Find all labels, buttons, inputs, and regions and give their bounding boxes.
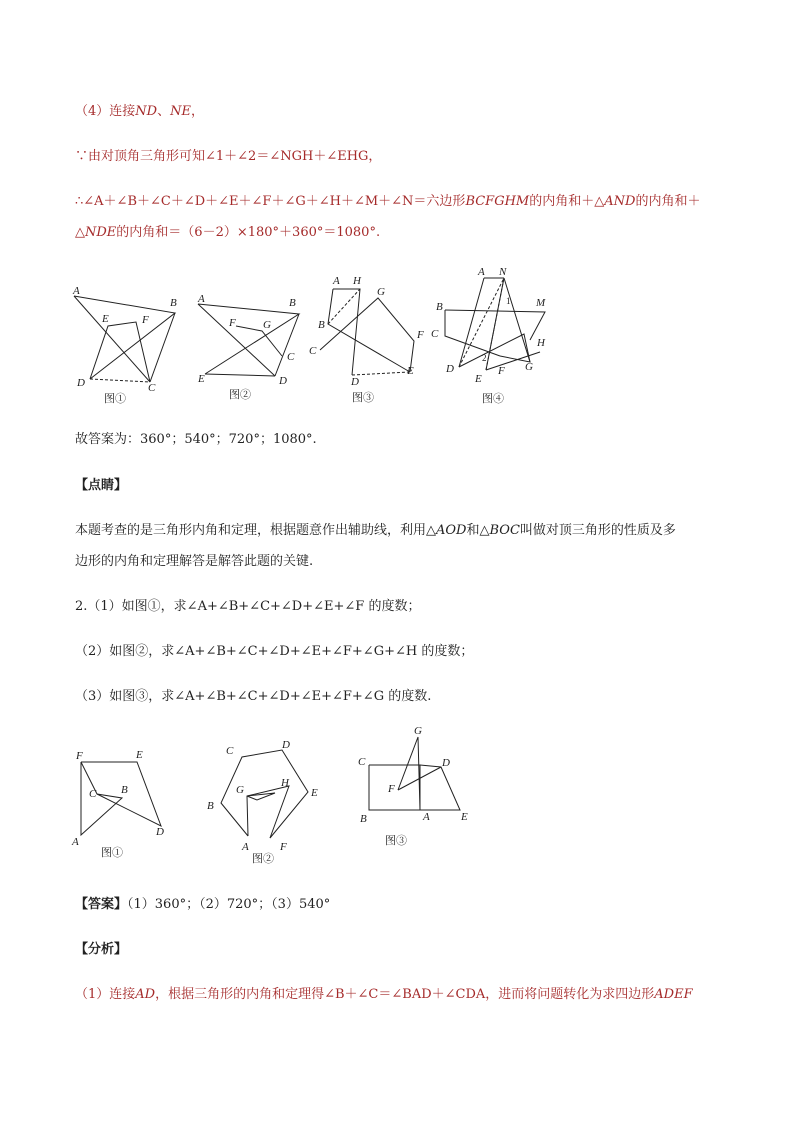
triangle-aod: △AOD (426, 523, 467, 538)
analysis-text: （1）连接 (75, 987, 136, 1002)
q2-figure-3 (358, 725, 468, 847)
answer-text: （1）360°；（2）720°；（3）540° (127, 897, 331, 912)
label-a: A (478, 266, 485, 278)
caption-fig2: 图② (229, 389, 251, 401)
label-f: F (229, 317, 236, 329)
caption-fig1: 图① (104, 393, 126, 405)
answer-tag: 【答案】 (75, 897, 128, 912)
label-b: B (289, 297, 296, 309)
label-angle-1: 1 (506, 296, 511, 306)
question-2-part-2: （2）如图②，求∠A+∠B+∠C+∠D+∠E+∠F+∠G+∠H 的度数； (75, 644, 474, 659)
label-c: C (358, 756, 366, 768)
label-a: A (73, 285, 80, 297)
caption-q2-fig1: 图① (101, 847, 123, 859)
step4-prefix: （4）连接 (75, 104, 136, 119)
comment-line-2: 边形的内角和定理解答是解答此题的关键. (75, 554, 314, 569)
label-c: C (89, 788, 97, 800)
answer-summary: 故答案为：360°；540°；720°；1080°. (75, 432, 317, 447)
segment-ne: NE (170, 104, 191, 119)
figure-2-star-pentagon (197, 293, 299, 401)
figure-1-star-quadrilateral (72, 285, 177, 405)
label-c: C (148, 382, 156, 394)
caption-q2-fig2: 图② (252, 853, 274, 865)
result-text: 的内角和＝（6－2）×180°＋360°＝1080°. (116, 225, 381, 240)
label-h: H (281, 777, 289, 789)
comment-text: 本题考查的是三角形内角和定理，根据题意作出辅助线，利用 (75, 523, 427, 538)
label-d: D (351, 376, 359, 388)
step4-sep: 、 (157, 104, 171, 119)
label-a: A (72, 836, 79, 848)
label-f: F (498, 365, 505, 377)
label-e: E (461, 811, 468, 823)
result-line (75, 224, 380, 242)
label-d: D (282, 739, 290, 751)
label-e: E (198, 373, 205, 385)
label-g: G (525, 361, 533, 373)
analysis-line (75, 986, 693, 1004)
segment-nd: ND (135, 104, 158, 119)
label-b: B (121, 784, 128, 796)
label-a: A (423, 811, 430, 823)
caption-q2-fig3: 图③ (385, 835, 407, 847)
label-a: A (333, 275, 340, 287)
figures-row-1 (0, 260, 794, 420)
comment-line-1 (75, 522, 676, 540)
therefore-line (75, 193, 700, 211)
label-b: B (170, 297, 177, 309)
label-c: C (309, 345, 317, 357)
label-b: B (436, 301, 443, 313)
segment-ad: AD (135, 987, 156, 1002)
label-d: D (446, 363, 454, 375)
label-n: N (499, 266, 507, 278)
label-e: E (136, 749, 143, 761)
label-h: H (537, 337, 545, 349)
analysis-heading: 【分析】 (75, 942, 128, 957)
label-c: C (226, 745, 234, 757)
label-c: C (287, 351, 295, 363)
q2-figure-1 (71, 749, 164, 859)
comment-text-2: 叫做对顶三角形的性质及多 (519, 523, 676, 538)
label-g: G (236, 784, 244, 796)
comment-and: 和 (466, 523, 480, 538)
label-f: F (280, 841, 287, 853)
label-g: G (263, 319, 271, 331)
label-m: M (536, 297, 546, 309)
dianjing-heading: 【点睛】 (75, 478, 128, 493)
triangle-boc: △BOC (479, 523, 520, 538)
label-d: D (156, 826, 164, 838)
triangle-nde: △NDE (75, 225, 117, 240)
label-e: E (102, 313, 109, 325)
therefore-text: ∴∠A＋∠B＋∠C＋∠D＋∠E＋∠F＋∠G＋∠H＋∠M＋∠N＝六边形 (75, 194, 466, 209)
analysis-text-2: ，根据三角形的内角和定理得∠B＋∠C＝∠BAD＋∠CDA，进而将问题转化为求四边形 (155, 987, 655, 1002)
label-e: E (407, 365, 414, 377)
therefore-text-3: 的内角和＋ (635, 194, 701, 209)
label-d: D (442, 757, 450, 769)
question-2-part-1: 2.（1）如图①，求∠A+∠B+∠C+∠D+∠E+∠F 的度数； (75, 599, 421, 614)
step4-line (75, 103, 204, 121)
label-e: E (475, 373, 482, 385)
caption-fig3: 图③ (352, 392, 374, 404)
figure-3-star-hexagon (309, 275, 424, 404)
because-line: ∵由对顶角三角形可知∠1＋∠2＝∠NGH＋∠EHG， (75, 149, 382, 164)
figure-4-star-octagon (431, 266, 546, 405)
label-e: E (311, 787, 318, 799)
label-g: G (377, 286, 385, 298)
label-a: A (198, 293, 205, 305)
answer-line (75, 896, 330, 914)
question-2-part-3: （3）如图③，求∠A+∠B+∠C+∠D+∠E+∠F+∠G 的度数. (75, 689, 432, 704)
figures-row-2 (0, 720, 794, 870)
label-d: D (77, 377, 85, 389)
label-d: D (279, 375, 287, 387)
label-f: F (76, 750, 83, 762)
quadrilateral-adef: ADEF (654, 987, 693, 1002)
label-g: G (414, 725, 422, 737)
therefore-text-2: 的内角和＋ (529, 194, 595, 209)
label-f: F (142, 314, 149, 326)
label-b: B (318, 319, 325, 331)
label-f: F (388, 783, 395, 795)
hexagon-name: BCFGHM (465, 194, 530, 209)
label-h: H (353, 275, 361, 287)
label-a: A (242, 841, 249, 853)
triangle-and: △AND (594, 194, 636, 209)
step4-end: ， (190, 104, 204, 119)
label-angle-2: 2 (482, 353, 487, 363)
label-c: C (431, 328, 439, 340)
q2-figure-2 (207, 739, 318, 865)
label-b: B (207, 800, 214, 812)
label-f: F (417, 329, 424, 341)
caption-fig4: 图④ (482, 393, 504, 405)
label-b: B (360, 813, 367, 825)
